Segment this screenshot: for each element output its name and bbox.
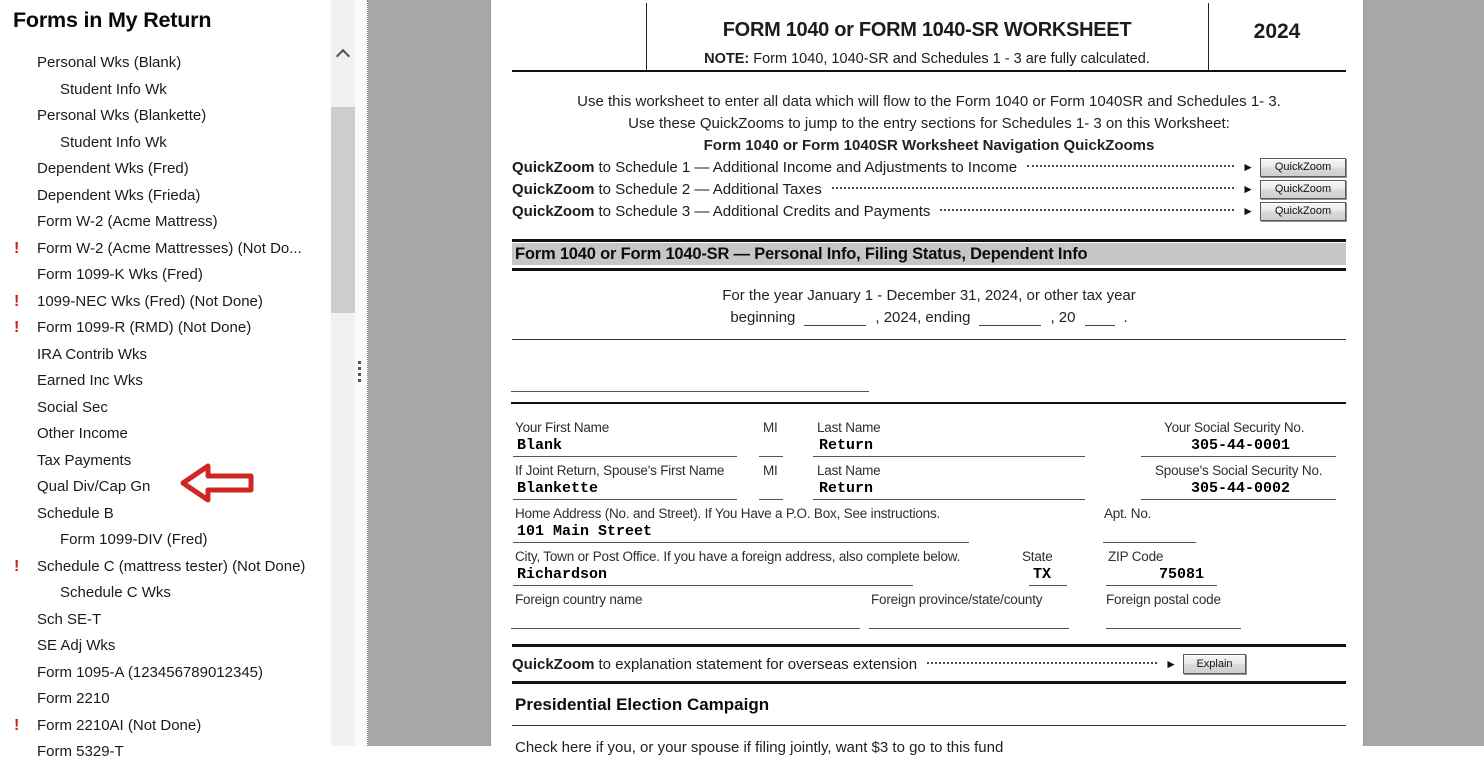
last-name-underline-2 [813,499,1085,500]
city-underline [513,585,913,586]
nav-quickzooms-title: Form 1040 or Form 1040SR Worksheet Navigation QuickZooms [703,137,1155,154]
quickzoom-marker-icon: ► [1242,160,1254,174]
sidebar-item-label: Dependent Wks (Fred) [37,160,189,177]
last-name-field-1[interactable]: Return [819,437,874,454]
home-address-field[interactable]: 101 Main Street [517,523,653,540]
rule-below-pec [512,725,1346,726]
explain-quickzoom-bold: QuickZoom [512,655,595,673]
quickzoom-row [512,200,1346,222]
sidebar-item-label: Form W-2 (Acme Mattress) [37,213,218,230]
sidebar-item-label: Form 2210 [37,690,110,707]
sidebar-item-label: Schedule B [37,504,114,522]
pec-clipped-text: Check here if you, or your spouse if filing jointly, want $3 to go to this fund [515,739,1004,756]
banner-rule-top [512,239,1346,242]
sidebar-item-label: Student Info Wk [60,133,167,151]
foreign-country-field[interactable] [511,628,860,629]
ty-20: , 20 [1050,309,1076,326]
header-rule [512,70,1346,72]
last-name-label-1: Last Name [817,420,881,435]
quickzoom-marker-icon: ► [1165,657,1177,671]
mi-underline-1 [759,456,783,457]
intro-line-1: Use this worksheet to enter all data which will flow to the Form 1040 or Form 1040SR and Schedules 1- 3. [577,93,1281,110]
zip-field[interactable]: 75081 [1159,566,1205,583]
not-done-alert-icon: ! [14,292,20,310]
banner-rule-bottom [512,268,1346,271]
sidebar-item-label: IRA Contrib Wks [37,345,148,363]
ssn-label: Your Social Security No. [1164,420,1305,435]
sidebar-item[interactable] [0,130,331,157]
sidebar-item-label: Personal Wks (Blankette) [37,107,207,124]
foreign-province-label: Foreign province/state/county [871,592,1043,607]
dotted-leader [927,661,1157,664]
zip-label: ZIP Code [1108,549,1164,564]
sidebar-scrollbar-thumb[interactable] [331,107,355,313]
rule-under-tax-year [512,339,1346,340]
sidebar-item[interactable] [0,156,331,183]
sidebar-item[interactable] [0,739,331,766]
tax-year-line-2 [512,309,1346,326]
quickzoom-bold: QuickZoom [512,202,595,220]
explain-quickzoom-text: to explanation statement for overseas extension [598,655,918,673]
sidebar-item[interactable] [0,686,331,713]
sidebar-item[interactable] [0,580,331,607]
spouse-first-underline [513,499,737,500]
quickzoom-row [512,178,1346,200]
sidebar-item[interactable] [0,50,331,77]
sidebar-item-label: Social Sec [37,398,108,416]
sidebar-item-label: Form W-2 (Acme Mattresses) (Not Do... [37,239,302,257]
form-1040-worksheet-page [490,0,1364,756]
pec-heading: Presidential Election Campaign [515,695,770,714]
quickzoom-button[interactable]: QuickZoom [1260,180,1346,199]
sidebar-item-label: Sch SE-T [37,610,102,628]
spouse-first-name-label: If Joint Return, Spouse's First Name [515,463,725,478]
quickzoom-text: to Schedule 1 — Additional Income and Adjustments to Income [598,158,1018,176]
red-pointer-arrow-icon [180,463,254,503]
last-name-field-2[interactable]: Return [819,480,874,497]
quickzoom-button[interactable]: QuickZoom [1260,202,1346,221]
explain-button[interactable]: Explain [1183,654,1246,674]
zip-underline [1106,585,1217,586]
quickzoom-marker-icon: ► [1242,182,1254,196]
sidebar-item[interactable] [0,368,331,395]
splitter-grip-icon [358,361,362,385]
sidebar-item[interactable] [0,183,331,210]
quickzoom-row [512,156,1346,178]
state-underline [1029,585,1067,586]
sidebar-item-label: Form 1099-DIV (Fred) [60,531,208,548]
mi-underline-2 [759,499,783,500]
ssn-underline [1141,456,1336,457]
spouse-first-name-field[interactable]: Blankette [517,480,599,497]
sidebar-item-label: Form 1099-R (RMD) (Not Done) [37,319,252,336]
rule-below-explain [512,681,1346,684]
year-suffix-field[interactable] [1085,310,1115,326]
state-field[interactable]: TX [1033,566,1052,583]
sidebar-item-label: Form 1095-A (123456789012345) [37,663,263,681]
quickzoom-button[interactable]: QuickZoom [1260,158,1346,177]
sidebar-item[interactable] [0,713,331,740]
rule-above-explain [512,644,1346,647]
city-label: City, Town or Post Office. If you have a foreign address, also complete below. [515,549,961,564]
sidebar-item-label: SE Adj Wks [37,637,116,654]
sidebar-item-label: Other Income [37,425,128,442]
not-done-alert-icon: ! [14,319,20,336]
foreign-postal-label: Foreign postal code [1106,592,1221,607]
not-done-alert-icon: ! [14,239,20,257]
form-note [646,51,1208,67]
first-name-field[interactable]: Blank [517,437,563,454]
quickzoom-rows [512,156,1346,222]
sidebar-item-label: Form 5329-T [37,743,124,760]
sidebar-item-label: Schedule C Wks [60,584,171,601]
quickzoom-text: to Schedule 3 — Additional Credits and Payments [598,202,931,220]
spouse-ssn-label: Spouse's Social Security No. [1155,463,1323,478]
sidebar-item[interactable] [0,103,331,130]
apt-no-label: Apt. No. [1104,506,1152,521]
sidebar-item-label: Schedule C (mattress tester) (Not Done) [37,557,306,575]
name-section-rule [511,402,1346,404]
sidebar-item-label: Student Info Wk [60,80,167,98]
chevron-up-icon [336,49,350,63]
not-done-alert-icon: ! [14,557,20,575]
forms-sidebar [0,0,331,760]
ty-period: . [1123,309,1128,326]
home-address-label: Home Address (No. and Street). If You Have a P.O. Box, See instructions. [515,506,941,521]
city-field[interactable]: Richardson [517,566,608,583]
forms-list [0,50,331,766]
sidebar-item[interactable] [0,342,331,369]
sidebar-item-label: Form 1099-K Wks (Fred) [37,266,203,283]
sidebar-item[interactable] [0,633,331,660]
sidebar-item[interactable] [0,289,331,316]
last-name-label-2: Last Name [817,463,881,478]
explain-quickzoom-row [512,653,1246,675]
quickzoom-text: to Schedule 2 — Additional Taxes [598,180,822,198]
ssn-field[interactable]: 305-44-0001 [1191,437,1291,454]
sidebar-item[interactable] [0,209,331,236]
sidebar-item-label: Personal Wks (Blank) [37,54,182,71]
sidebar-item[interactable] [0,660,331,687]
apt-no-field[interactable] [1103,542,1196,543]
scroll-up-button[interactable] [331,44,355,64]
sidebar-item[interactable] [0,607,331,634]
sidebar-item[interactable] [0,554,331,581]
note-text: Form 1040, 1040-SR and Schedules 1 - 3 are fully calculated. [753,51,1150,67]
mi-label-2: MI [763,463,778,478]
sidebar-item[interactable] [0,315,331,342]
first-name-underline [513,456,737,457]
blank-entry-field[interactable] [511,391,869,392]
sidebar-item-label: Form 2210AI (Not Done) [37,716,202,734]
beginning-date-field[interactable] [804,310,866,326]
sidebar-item[interactable] [0,236,331,263]
sidebar-item-label: Earned Inc Wks [37,372,143,389]
quickzoom-bold: QuickZoom [512,158,595,176]
sidebar-item[interactable] [0,501,331,528]
sidebar-title: Forms in My Return [13,8,212,32]
tax-year-badge: 2024 [1253,20,1301,43]
quickzoom-marker-icon: ► [1242,204,1254,218]
dotted-leader [1027,164,1234,167]
sidebar-item[interactable] [0,421,331,448]
note-label: NOTE: [704,51,750,67]
state-label: State [1022,549,1053,564]
foreign-postal-field[interactable] [1106,628,1241,629]
sidebar-item-label: 1099-NEC Wks (Fred) (Not Done) [37,292,263,310]
dotted-leader [940,208,1234,211]
spouse-ssn-field[interactable]: 305-44-0002 [1191,480,1291,497]
section-banner: Form 1040 or Form 1040-SR — Personal Info, Filing Status, Dependent Info [512,243,1346,265]
foreign-country-label: Foreign country name [515,592,643,607]
ty-beginning: beginning [730,309,796,326]
sidebar-item-label: Tax Payments [37,451,132,469]
foreign-province-field[interactable] [869,628,1069,629]
quickzoom-bold: QuickZoom [512,180,595,198]
pane-splitter[interactable] [355,0,368,746]
sidebar-item[interactable] [0,527,331,554]
mi-label-1: MI [763,420,778,435]
form-title: FORM 1040 or FORM 1040-SR WORKSHEET [722,19,1132,41]
dotted-leader [832,186,1234,189]
ty-mid: , 2024, ending [875,309,971,326]
sidebar-item[interactable] [0,474,331,501]
tax-year-line-1: For the year January 1 - December 31, 2024, or other tax year [722,287,1136,304]
spouse-ssn-underline [1141,499,1336,500]
sidebar-item-label: Qual Div/Cap Gn [37,478,151,495]
first-name-label: Your First Name [515,420,610,435]
last-name-underline-1 [813,456,1085,457]
sidebar-item[interactable] [0,77,331,104]
home-address-underline [513,542,969,543]
sidebar-item[interactable] [0,448,331,475]
sidebar-item[interactable] [0,395,331,422]
sidebar-item[interactable] [0,262,331,289]
not-done-alert-icon: ! [14,716,20,734]
intro-line-2: Use these QuickZooms to jump to the entry sections for Schedules 1- 3 on this Worksheet: [628,115,1230,132]
ending-date-field[interactable] [979,310,1041,326]
sidebar-item-label: Dependent Wks (Frieda) [37,186,201,204]
